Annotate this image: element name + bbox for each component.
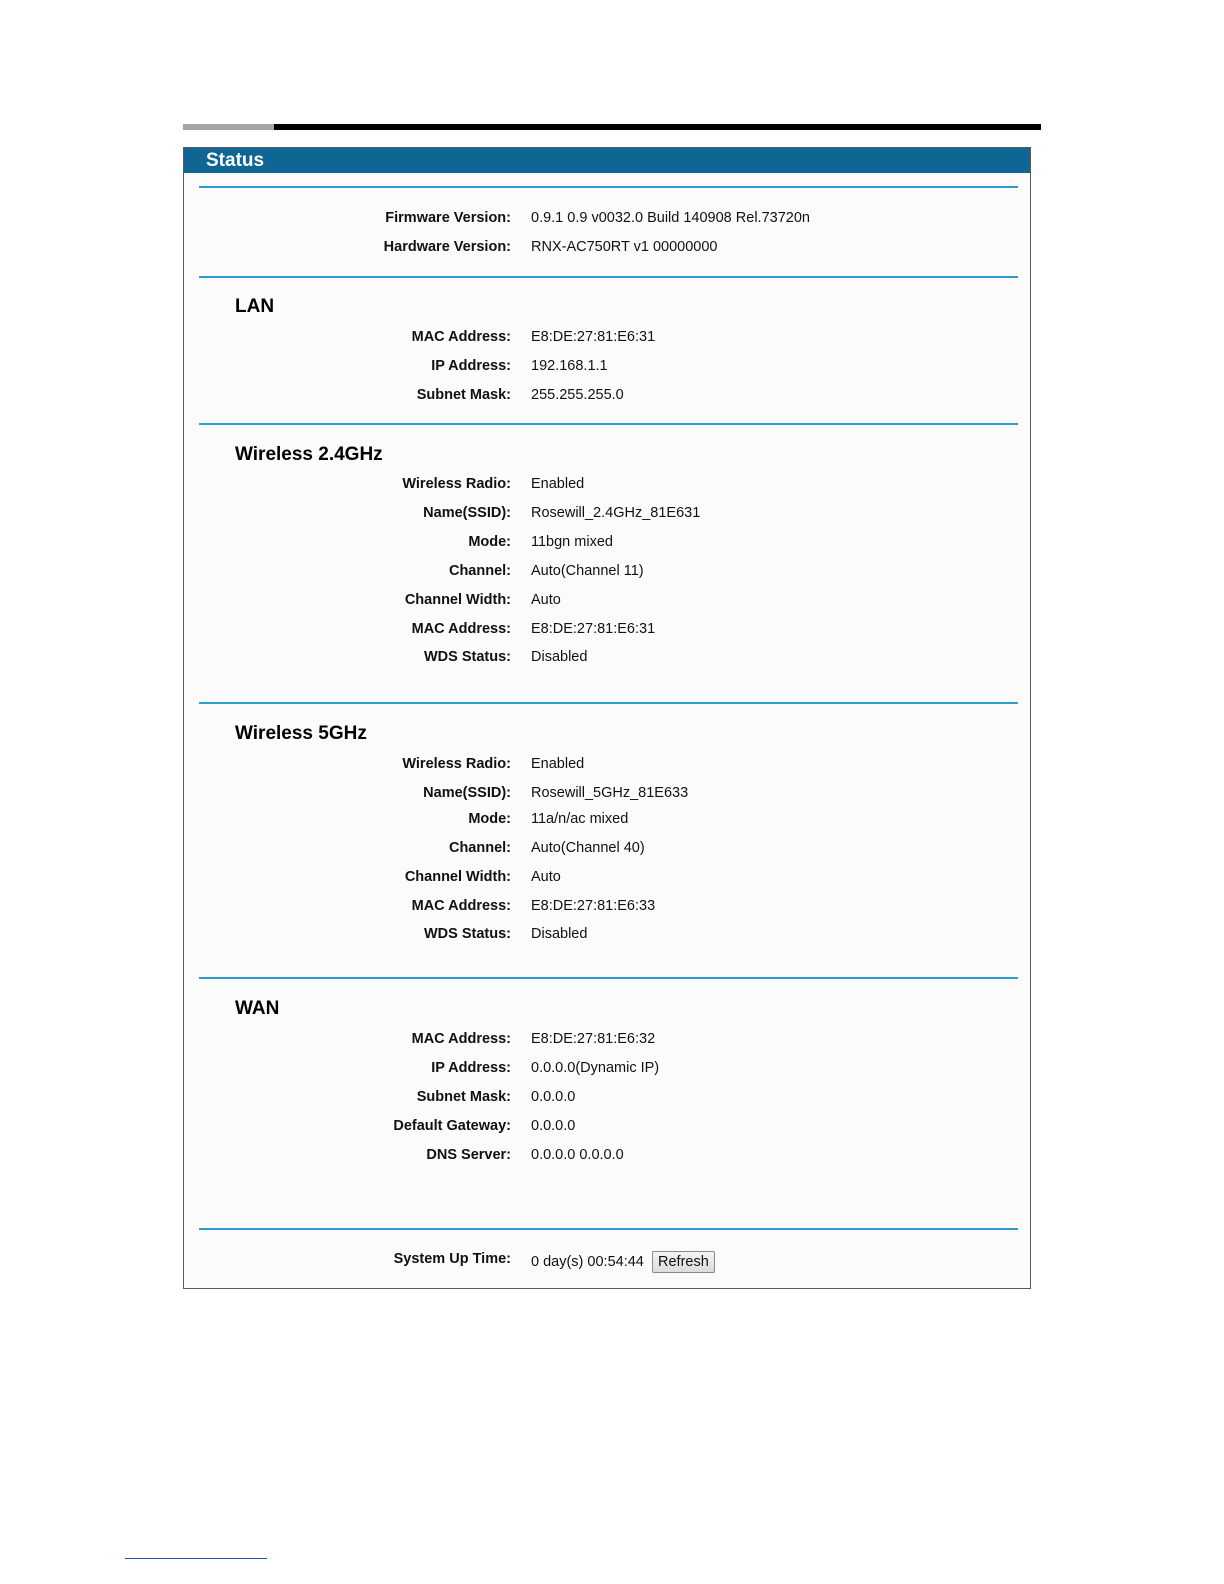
wireless-24-mode-row [184, 532, 1030, 552]
section-divider [199, 186, 1018, 188]
refresh-button[interactable]: Refresh [652, 1251, 715, 1273]
wireless-24-mac-address-value: E8:DE:27:81:E6:31 [531, 621, 656, 637]
lan-ip-address-label: IP Address: [431, 358, 511, 374]
wan-mac-address-label: MAC Address: [411, 1031, 511, 1047]
wireless-5-mode-label: Mode: [468, 811, 511, 827]
wireless-24-channel-value: Auto(Channel 11) [531, 563, 644, 579]
wireless-5-ssid-label: Name(SSID): [423, 785, 511, 801]
panel-title: Status [184, 148, 1030, 173]
wan-dns-server-label: DNS Server: [426, 1147, 511, 1163]
wireless-5-radio-label: Wireless Radio: [402, 756, 511, 772]
wireless-24-channel-width-value: Auto [531, 592, 561, 608]
wireless-24-mode-value: 11bgn mixed [531, 534, 613, 550]
wireless-24-channel-label: Channel: [448, 563, 511, 579]
wan-subnet-mask-row [184, 1087, 1030, 1107]
lan-section-title: LAN [235, 296, 275, 317]
wan-ip-address-row [184, 1058, 1030, 1078]
wan-section-title: WAN [235, 998, 280, 1019]
lan-mac-address-value: E8:DE:27:81:E6:31 [531, 329, 656, 345]
firmware-version-label: Firmware Version: [385, 210, 511, 226]
wireless-5-channel-width-value: Auto [531, 869, 561, 885]
wan-subnet-mask-label: Subnet Mask: [416, 1089, 511, 1105]
lan-mac-address-row [184, 327, 1030, 347]
section-divider [199, 423, 1018, 425]
section-divider [199, 1228, 1018, 1230]
section-divider [199, 276, 1018, 278]
wireless-5-section-title: Wireless 5GHz [235, 723, 367, 744]
wireless-24-radio-value: Enabled [531, 476, 585, 492]
footnote-rule [125, 1558, 267, 1559]
wireless-5-mac-address-label: MAC Address: [411, 898, 511, 914]
wireless-5-mac-address-value: E8:DE:27:81:E6:33 [531, 898, 656, 914]
wireless-24-channel-row [184, 561, 1030, 581]
wireless-24-wds-status-label: WDS Status: [424, 649, 511, 665]
wan-mac-address-value: E8:DE:27:81:E6:32 [531, 1031, 656, 1047]
lan-ip-address-row [184, 356, 1030, 376]
wireless-5-radio-row [184, 754, 1030, 774]
wireless-5-channel-width-row [184, 867, 1030, 887]
wireless-5-radio-value: Enabled [531, 756, 585, 772]
wireless-24-mode-label: Mode: [468, 534, 511, 550]
wan-ip-address-label: IP Address: [431, 1060, 511, 1076]
wireless-24-ssid-label: Name(SSID): [423, 505, 511, 521]
wireless-24-radio-row [184, 474, 1030, 494]
wireless-24-wds-status-value: Disabled [531, 649, 588, 665]
wireless-5-ssid-value: Rosewill_5GHz_81E633 [531, 785, 689, 801]
lan-ip-address-value: 192.168.1.1 [531, 358, 608, 374]
wan-mac-address-row [184, 1029, 1030, 1049]
wireless-5-wds-status-value: Disabled [531, 926, 588, 942]
lan-subnet-mask-row [184, 385, 1030, 405]
wireless-5-wds-status-row [184, 924, 1030, 944]
wireless-5-mac-address-row [184, 896, 1030, 916]
wan-dns-server-row [184, 1145, 1030, 1165]
top-rule-black-segment [274, 124, 1041, 130]
system-uptime-label: System Up Time: [393, 1251, 511, 1267]
section-divider [199, 702, 1018, 704]
lan-mac-address-label: MAC Address: [411, 329, 511, 345]
wireless-24-mac-address-label: MAC Address: [411, 621, 511, 637]
page-top-rule [183, 124, 1041, 130]
firmware-version-row [184, 208, 1030, 228]
hardware-version-row [184, 237, 1030, 257]
wireless-24-channel-width-label: Channel Width: [404, 592, 511, 608]
top-rule-gray-segment [183, 124, 274, 130]
wireless-24-section-title: Wireless 2.4GHz [235, 444, 383, 465]
wireless-5-wds-status-label: WDS Status: [424, 926, 511, 942]
wireless-5-channel-row [184, 838, 1030, 858]
wireless-24-radio-label: Wireless Radio: [402, 476, 511, 492]
lan-subnet-mask-value: 255.255.255.0 [531, 387, 624, 403]
system-uptime-row [184, 1249, 1030, 1269]
hardware-version-label: Hardware Version: [383, 239, 511, 255]
lan-subnet-mask-label: Subnet Mask: [416, 387, 511, 403]
wireless-5-mode-value: 11a/n/ac mixed [531, 811, 629, 827]
section-divider [199, 977, 1018, 979]
wireless-24-wds-status-row [184, 647, 1030, 667]
wan-default-gateway-row [184, 1116, 1030, 1136]
wan-dns-server-value: 0.0.0.0 0.0.0.0 [531, 1147, 624, 1163]
wan-default-gateway-label: Default Gateway: [393, 1118, 511, 1134]
wireless-24-mac-address-row [184, 619, 1030, 639]
wireless-5-ssid-row [184, 783, 1030, 803]
firmware-version-value: 0.9.1 0.9 v0032.0 Build 140908 Rel.73720n [531, 210, 810, 226]
wireless-24-ssid-row [184, 503, 1030, 523]
wireless-5-channel-label: Channel: [448, 840, 511, 856]
wan-subnet-mask-value: 0.0.0.0 [531, 1089, 576, 1105]
system-uptime-value: 0 day(s) 00:54:44 [531, 1254, 644, 1270]
wireless-5-channel-value: Auto(Channel 40) [531, 840, 645, 856]
hardware-version-value: RNX-AC750RT v1 00000000 [531, 239, 718, 255]
wan-ip-address-value: 0.0.0.0(Dynamic IP) [531, 1060, 660, 1076]
wan-default-gateway-value: 0.0.0.0 [531, 1118, 576, 1134]
wireless-24-channel-width-row [184, 590, 1030, 610]
wireless-5-mode-row [184, 809, 1030, 829]
status-panel [183, 147, 1031, 1289]
wireless-5-channel-width-label: Channel Width: [404, 869, 511, 885]
wireless-24-ssid-value: Rosewill_2.4GHz_81E631 [531, 505, 701, 521]
